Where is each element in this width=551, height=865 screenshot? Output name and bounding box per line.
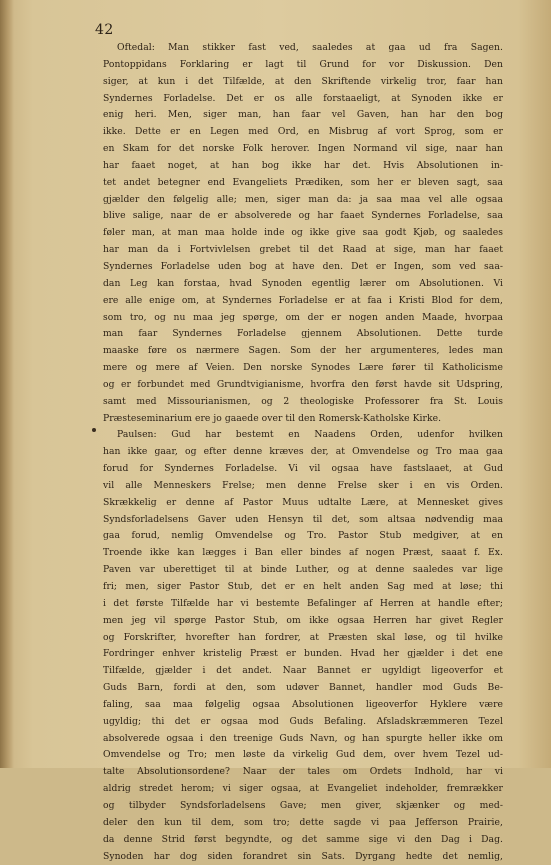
text-line: Guds Barn, fordi at den, som udøver Bannet, handler mod Guds Be- [103,680,503,697]
text-line: talte Absolutionsordene? Naar der tales om Ordets Indhold, har vi [103,764,503,781]
text-line: og tilbyder Syndsforladelsens Gave; men giver, skjænker og med- [103,798,503,815]
text-line: maaske føre os nærmere Sagen. Som der her argumenteres, ledes man [103,343,503,360]
text-line: ere alle enige om, at Syndernes Forladelse er at faa i Kristi Blod for dem, [103,293,503,310]
text-line: vil alle Menneskers Frelse; men denne Frelse sker i en vis Orden. [103,478,503,495]
text-line: Syndsforladelsens Gaver uden Hensyn til det, som altsaa nødvendig maa [103,512,503,529]
text-line: Paven var uberettiget til at binde Luther, og at denne saaledes var lige [103,562,503,579]
margin-dot [92,428,96,432]
text-line: Synoden har dog siden forandret sin Sats. Dyrgang hedte det nemlig, [103,849,503,865]
text-line: i det første Tilfælde har vi bestemte Befalinger af Herren at handle efter; [103,596,503,613]
text-line: absolverede ogsaa i den treenige Guds Navn, og han spurgte heller ikke om [103,731,503,748]
body-text [103,40,503,865]
text-line: Tilfælde, gjælder i det andet. Naar Bannet er ugyldigt ligeoverfor et [103,663,503,680]
text-line: en Skam for det norske Folk herover. Ingen Normand vil sige, naar han [103,141,503,158]
page-fold-shadow [0,0,14,768]
text-line: Pontoppidans Forklaring er lagt til Grund for vor Diskussion. Den [103,57,503,74]
text-line: Syndernes Forladelse. Det er os alle forstaaeligt, at Synoden ikke er [103,91,503,108]
text-line: Skrækkelig er denne af Pastor Muus udtalte Lære, at Mennesket gives [103,495,503,512]
text-line: deler den kun til dem, som tro; dette sagde vi paa Jefferson Prairie, [103,815,503,832]
text-line: man faar Syndernes Forladelse gjennem Absolutionen. Dette turde [103,326,503,343]
text-line: forud for Syndernes Forladelse. Vi vil ogsaa have fastslaaet, at Gud [103,461,503,478]
text-line: dan Leg kan forstaa, hvad Synoden egentlig lærer om Absolutionen. Vi [103,276,503,293]
text-line: Syndernes Forladelse uden bog at have den. Det er Ingen, som ved saa- [103,259,503,276]
text-line: Præsteseminarium ere jo gaaede over til den Romersk-Katholske Kirke. [103,411,503,428]
text-line: har faaet noget, at han bog ikke har det. Hvis Absolutionen in- [103,158,503,175]
text-line: mere og mere af Veien. Den norske Synodes Lære fører til Katholicisme [103,360,503,377]
text-line: samt med Missourianismen, og 2 theologiske Professorer fra St. Louis [103,394,503,411]
text-line: gjælder den følgelig alle; men, siger man da: ja saa maa vel alle ogsaa [103,192,503,209]
text-line: og Forskrifter, hvorefter han fordrer, at Præsten skal løse, og til hvilke [103,630,503,647]
text-line: ugyldig; thi det er ogsaa mod Guds Befaling. Afsladskræmmeren Tezel [103,714,503,731]
text-line: han ikke gaar, og efter denne kræves der, at Omvendelse og Tro maa gaa [103,444,503,461]
text-line: men jeg vil spørge Pastor Stub, om ikke ogsaa Herren har givet Regler [103,613,503,630]
text-line: Oftedal: Man stikker fast ved, saaledes at gaa ud fra Sagen. [103,40,503,57]
text-line: ikke. Dette er en Legen med Ord, en Misbrug af vort Sprog, som er [103,124,503,141]
text-line: fri; men, siger Pastor Stub, det er en helt anden Sag med at løse; thi [103,579,503,596]
text-line: Troende ikke kan lægges i Ban eller bindes af nogen Præst, saaat f. Ex. [103,545,503,562]
text-line: tet andet betegner end Evangeliets Prædiken, som her er bleven sagt, saa [103,175,503,192]
text-line: har man da i Fortvivlelsen grebet til det Raad at sige, man har faaet [103,242,503,259]
text-line: faling, saa maa følgelig ogsaa Absolutionen ligeoverfor Hyklere være [103,697,503,714]
text-line: aldrig stredet herom; vi siger ogsaa, at Evangeliet indeholder, fremrækker [103,781,503,798]
text-line: og er forbundet med Grundtvigianisme, hvorfra den først havde sit Udspring, [103,377,503,394]
text-line: gaa forud, nemlig Omvendelse og Tro. Pastor Stub medgiver, at en [103,528,503,545]
text-line: da denne Strid først begyndte, og det samme sige vi den Dag i Dag. [103,832,503,849]
text-line: siger, at kun i det Tilfælde, at den Skriftende virkelig tror, faar han [103,74,503,91]
text-line: som tro, og nu maa jeg spørge, om der er nogen anden Maade, hvorpaa [103,310,503,327]
text-line: enig heri. Men, siger man, han faar vel Gaven, han har den bog [103,107,503,124]
page-number: 42 [95,22,114,38]
text-line: blive salige, naar de er absolverede og har faaet Syndernes Forladelse, saa [103,208,503,225]
text-line: føler man, at man maa holde inde og ikke give saa godt Kjøb, og saaledes [103,225,503,242]
text-line: Paulsen: Gud har bestemt en Naadens Orden, udenfor hvilken [103,427,503,444]
text-line: Fordringer enhver kristelig Præst er bunden. Hvad her gjælder i det ene [103,646,503,663]
text-line: Omvendelse og Tro; men løste da virkelig Gud dem, over hvem Tezel ud- [103,747,503,764]
